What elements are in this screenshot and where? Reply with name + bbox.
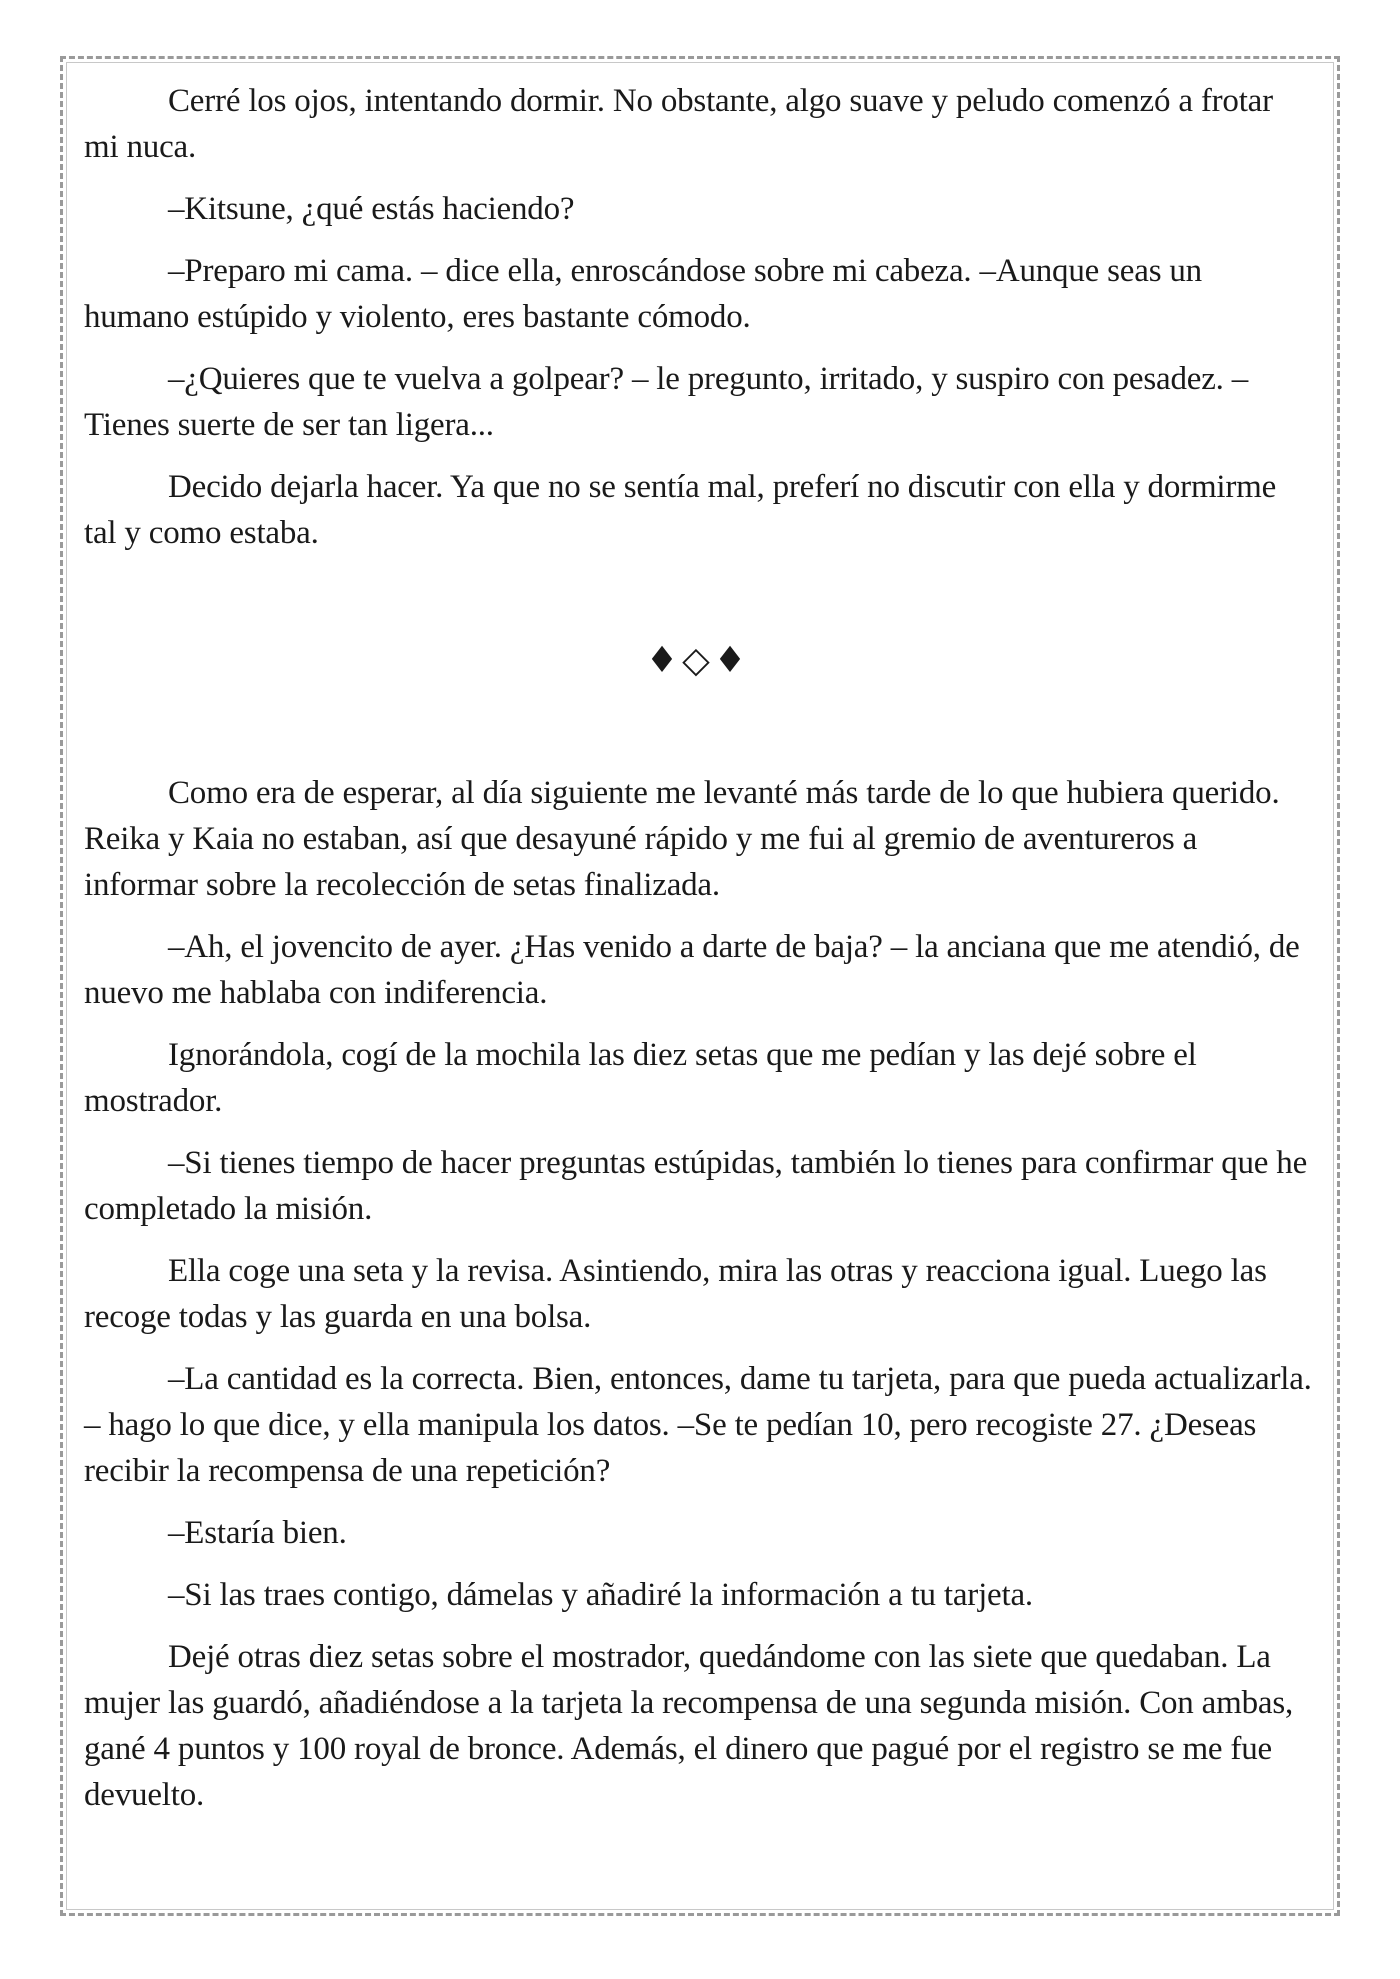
paragraph: –Si tienes tiempo de hacer preguntas estúpidas, también lo tienes para confirmar que he completado la misión. xyxy=(84,1145,1308,1227)
paragraph: –La cantidad es la correcta. Bien, entonces, dame tu tarjeta, para que pueda actualizarla. – hago lo que dice, y ella manipula los datos. –Se te pedían 10, pero recogiste 27. ¿Deseas recibir la recompensa de una repetición? xyxy=(84,1361,1312,1489)
paragraph: –Ah, el jovencito de ayer. ¿Has venido a darte de baja? – la anciana que me atendió, de nuevo me hablaba con indiferencia. xyxy=(84,929,1300,1011)
paragraph: Dejé otras diez setas sobre el mostrador, quedándome con las siete que quedaban. La mujer las guardó, añadiéndose a la tarjeta la recompensa de una segunda misión. Con ambas, gané 4 puntos y 100 royal de bronce. Además, el dinero que pagué por el registro se me fue devuelto. xyxy=(84,1639,1294,1813)
paragraph: –Kitsune, ¿qué estás haciendo? xyxy=(168,191,575,227)
document-body xyxy=(84,78,1312,1834)
paragraph: –Preparo mi cama. – dice ella, enroscándose sobre mi cabeza. –Aunque seas un humano estúpido y violento, eres bastante cómodo. xyxy=(84,253,1202,335)
paragraph: Decido dejarla hacer. Ya que no se sentía mal, preferí no discutir con ella y dormirme tal y como estaba. xyxy=(84,469,1277,551)
paragraph: –¿Quieres que te vuelva a golpear? – le pregunto, irritado, y suspiro con pesadez. –Tienes suerte de ser tan ligera... xyxy=(84,361,1249,443)
paragraph: –Estaría bien. xyxy=(168,1515,347,1551)
paragraph: Como era de esperar, al día siguiente me levanté más tarde de lo que hubiera querido. Reika y Kaia no estaban, así que desayuné rápido y me fui al gremio de aventureros a informar sobre la recolección de setas finalizada. xyxy=(84,775,1280,903)
paragraph: Ella coge una seta y la revisa. Asintiendo, mira las otras y reacciona igual. Luego las recoge todas y las guarda en una bolsa. xyxy=(84,1253,1267,1335)
scene-break-ornament: ♦◇♦ xyxy=(645,640,751,681)
paragraph: Ignorándola, cogí de la mochila las diez setas que me pedían y las dejé sobre el mostrador. xyxy=(84,1037,1197,1119)
paragraph: Cerré los ojos, intentando dormir. No obstante, algo suave y peludo comenzó a frotar mi nuca. xyxy=(84,83,1273,165)
paragraph: –Si las traes contigo, dámelas y añadiré la información a tu tarjeta. xyxy=(168,1577,1033,1613)
